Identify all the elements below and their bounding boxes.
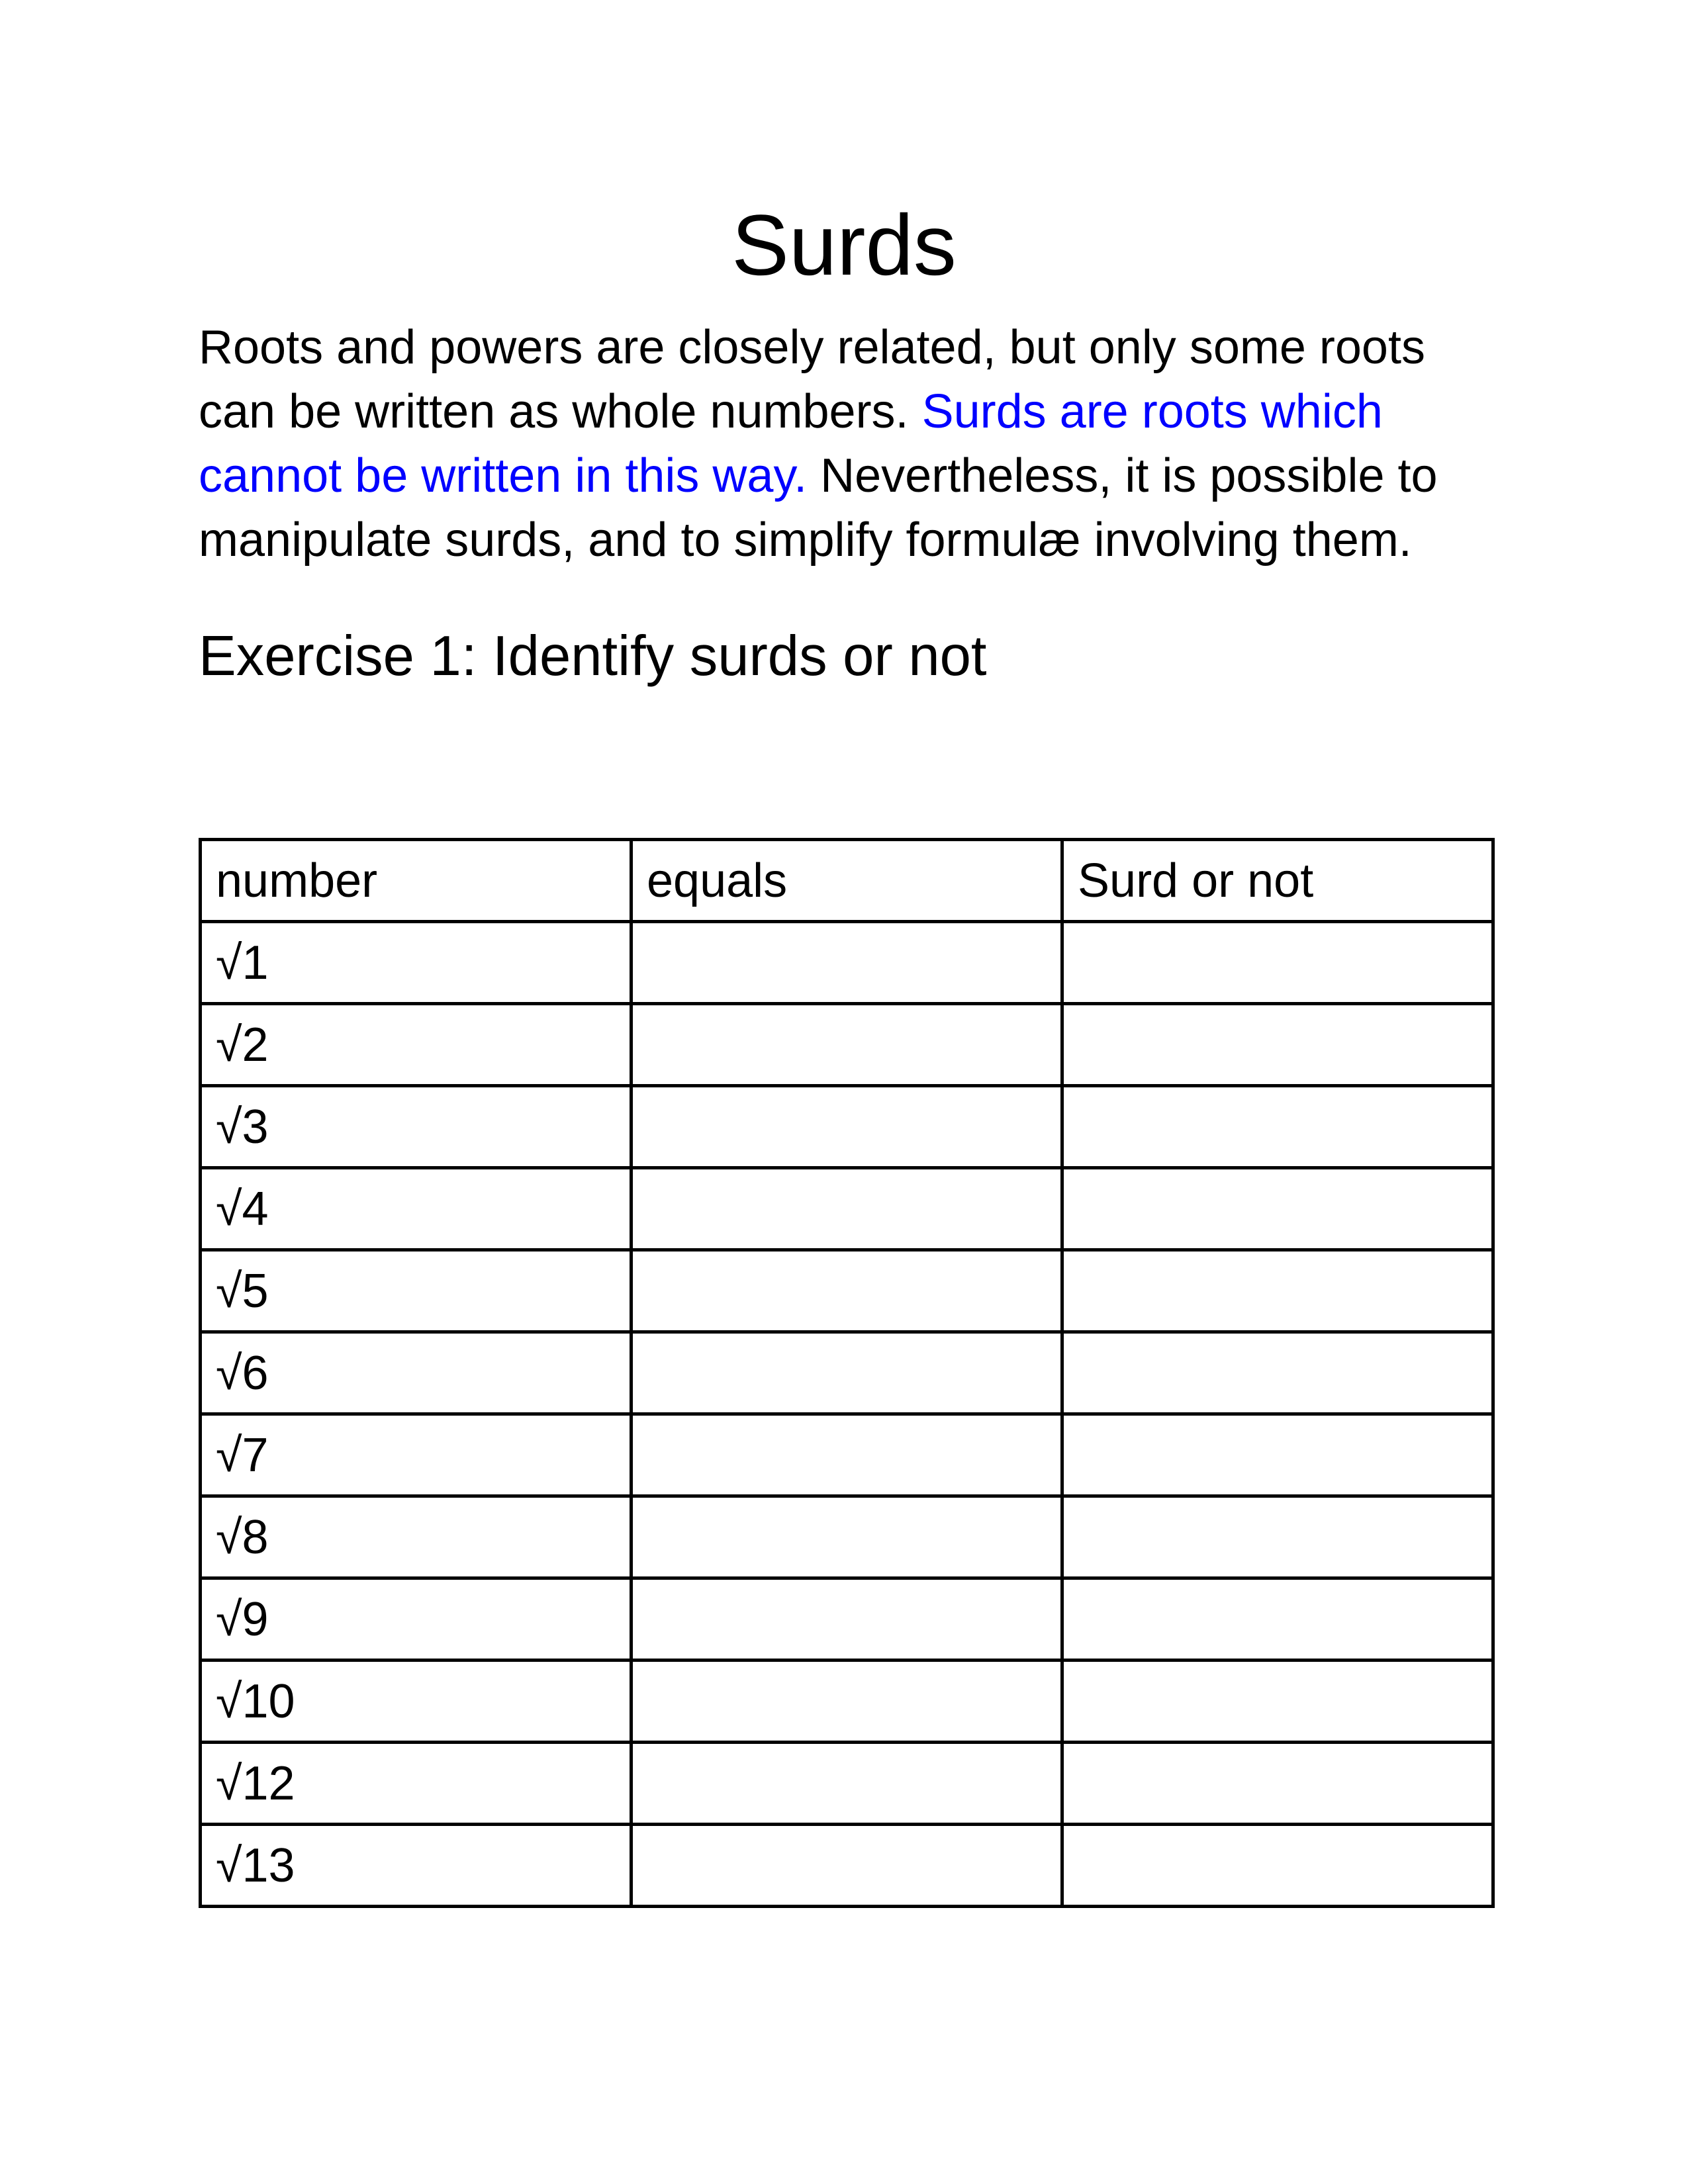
table-row xyxy=(201,1578,1493,1661)
table-row xyxy=(201,1825,1493,1907)
equals-answer-cell[interactable] xyxy=(632,1250,1062,1332)
surd-or-not-answer-cell[interactable] xyxy=(1062,1825,1493,1907)
equals-answer-cell[interactable] xyxy=(632,1825,1062,1907)
table-row xyxy=(201,1414,1493,1496)
table-header-row xyxy=(201,840,1493,922)
number-cell: √1 xyxy=(201,922,632,1004)
number-cell: √2 xyxy=(201,1004,632,1086)
intro-text-highlighted: Surds are roots which cannot be written in this way. xyxy=(199,385,1383,502)
surd-or-not-answer-cell[interactable] xyxy=(1062,1086,1493,1168)
surd-or-not-answer-cell[interactable] xyxy=(1062,1661,1493,1743)
surd-or-not-answer-cell[interactable] xyxy=(1062,1004,1493,1086)
equals-answer-cell[interactable] xyxy=(632,1496,1062,1578)
intro-paragraph xyxy=(199,316,1493,572)
number-cell: √4 xyxy=(201,1168,632,1250)
table-row xyxy=(201,1004,1493,1086)
table-row xyxy=(201,1661,1493,1743)
number-cell: √8 xyxy=(201,1496,632,1578)
equals-answer-cell[interactable] xyxy=(632,1414,1062,1496)
equals-answer-cell[interactable] xyxy=(632,1578,1062,1661)
number-cell: √7 xyxy=(201,1414,632,1496)
number-cell: √3 xyxy=(201,1086,632,1168)
column-header-number: number xyxy=(201,840,632,922)
column-header-equals: equals xyxy=(632,840,1062,922)
surd-or-not-answer-cell[interactable] xyxy=(1062,1250,1493,1332)
equals-answer-cell[interactable] xyxy=(632,1332,1062,1414)
intro-text-lead: Roots and powers are closely related, but only some roots can be written as whole numbers. xyxy=(199,321,1425,438)
table-row xyxy=(201,1332,1493,1414)
number-cell: √12 xyxy=(201,1743,632,1825)
table-row xyxy=(201,1168,1493,1250)
table-row xyxy=(201,922,1493,1004)
surd-or-not-answer-cell[interactable] xyxy=(1062,1168,1493,1250)
number-cell: √9 xyxy=(201,1578,632,1661)
number-cell: √6 xyxy=(201,1332,632,1414)
surd-or-not-answer-cell[interactable] xyxy=(1062,1496,1493,1578)
number-cell: √13 xyxy=(201,1825,632,1907)
column-header-surd-or-not: Surd or not xyxy=(1062,840,1493,922)
equals-answer-cell[interactable] xyxy=(632,1661,1062,1743)
exercise-heading: Exercise 1: Identify surds or not xyxy=(199,625,987,688)
intro-text-tail: Nevertheless, it is possible to manipulate surds, and to simplify formulæ involving them. xyxy=(199,449,1438,567)
surd-or-not-answer-cell[interactable] xyxy=(1062,922,1493,1004)
table-row xyxy=(201,1743,1493,1825)
equals-answer-cell[interactable] xyxy=(632,1168,1062,1250)
table-row xyxy=(201,1496,1493,1578)
table-row xyxy=(201,1086,1493,1168)
equals-answer-cell[interactable] xyxy=(632,1743,1062,1825)
surd-or-not-answer-cell[interactable] xyxy=(1062,1414,1493,1496)
surd-or-not-answer-cell[interactable] xyxy=(1062,1743,1493,1825)
surd-or-not-answer-cell[interactable] xyxy=(1062,1578,1493,1661)
table-row xyxy=(201,1250,1493,1332)
surds-table xyxy=(199,838,1495,1908)
equals-answer-cell[interactable] xyxy=(632,1086,1062,1168)
equals-answer-cell[interactable] xyxy=(632,1004,1062,1086)
number-cell: √5 xyxy=(201,1250,632,1332)
surd-or-not-answer-cell[interactable] xyxy=(1062,1332,1493,1414)
number-cell: √10 xyxy=(201,1661,632,1743)
page-title: Surds xyxy=(731,197,957,293)
equals-answer-cell[interactable] xyxy=(632,922,1062,1004)
